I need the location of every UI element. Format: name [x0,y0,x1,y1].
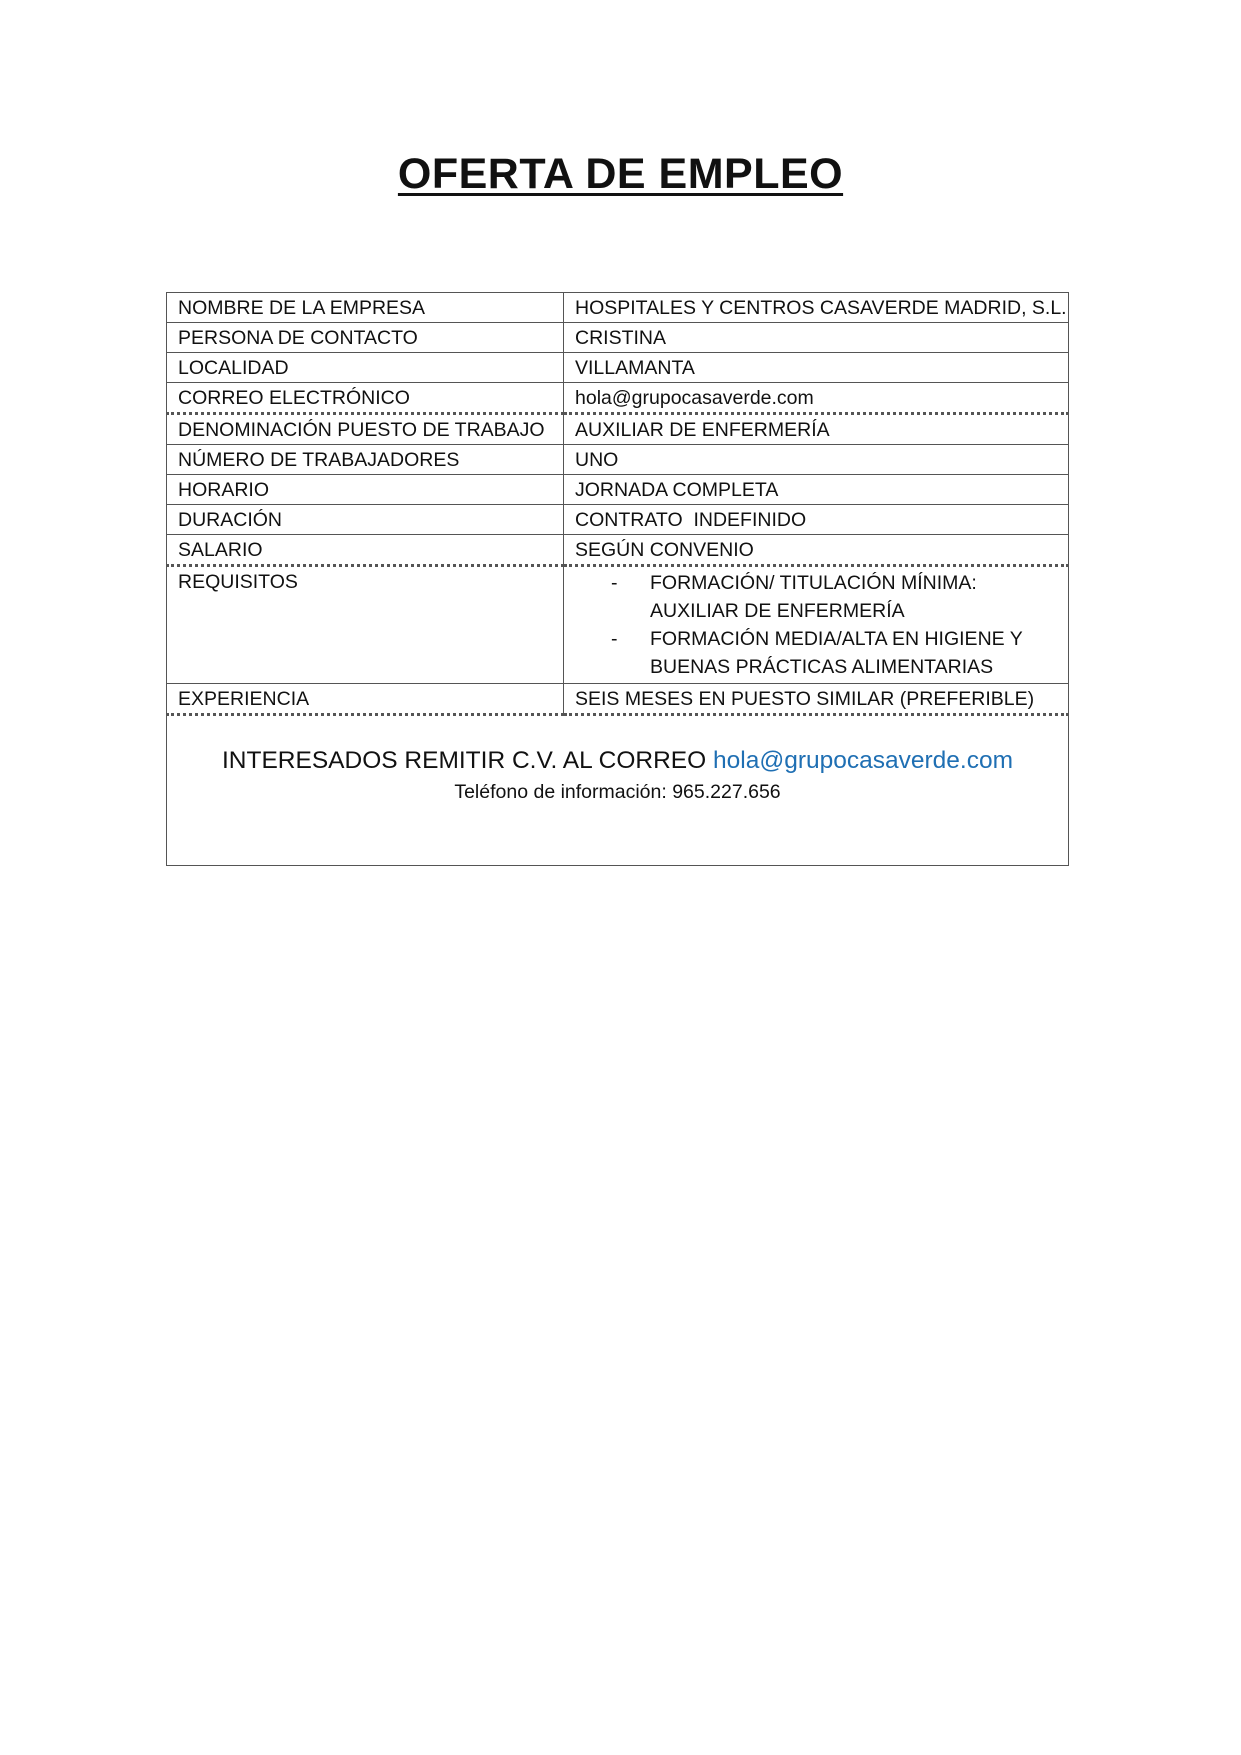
table-row-salario [167,535,1069,566]
requirement-text: FORMACIÓN/ TITULACIÓN MÍNIMA: AUXILIAR DE ENFERMERÍA [650,572,977,622]
page-title: OFERTA DE EMPLEO [397,150,844,198]
table-row-contacto [167,323,1069,353]
label-horario: HORARIO [167,475,564,505]
value-contacto: CRISTINA [564,323,1069,353]
value-localidad: VILLAMANTA [564,353,1069,383]
job-offer-table [166,292,1069,866]
label-salario: SALARIO [167,535,564,566]
value-salario: SEGÚN CONVENIO [564,535,1069,566]
requirement-item [575,569,1057,625]
table-row-experiencia [167,684,1069,715]
table-row-horario [167,475,1069,505]
label-correo: CORREO ELECTRÓNICO [167,383,564,414]
footer-instruction [178,746,1057,776]
label-empresa: NOMBRE DE LA EMPRESA [167,293,564,323]
footer-email-link[interactable]: hola@grupocasaverde.com [713,747,1013,774]
label-requisitos: REQUISITOS [167,566,564,684]
value-requisitos [564,566,1069,684]
footer-phone: Teléfono de información: 965.227.656 [454,781,781,803]
label-experiencia: EXPERIENCIA [167,684,564,715]
value-experiencia: SEIS MESES EN PUESTO SIMILAR (PREFERIBLE) [564,684,1069,715]
footer-cell [167,715,1069,866]
table-row-empresa [167,293,1069,323]
table-row-trabajadores [167,445,1069,475]
label-trabajadores: NÚMERO DE TRABAJADORES [167,445,564,475]
table-row-localidad [167,353,1069,383]
requirement-item [575,625,1057,681]
table-row-correo [167,383,1069,414]
dash-bullet: - [611,628,618,650]
value-horario: JORNADA COMPLETA [564,475,1069,505]
requirements-list [575,569,1057,681]
table-row-requisitos [167,566,1069,684]
label-puesto: DENOMINACIÓN PUESTO DE TRABAJO [167,414,564,445]
requirement-text: FORMACIÓN MEDIA/ALTA EN HIGIENE Y BUENAS PRÁCTICAS ALIMENTARIAS [650,628,1023,678]
value-trabajadores: UNO [564,445,1069,475]
value-duracion: CONTRATO INDEFINIDO [564,505,1069,535]
value-puesto: AUXILIAR DE ENFERMERÍA [564,414,1069,445]
label-duracion: DURACIÓN [167,505,564,535]
table-row-duracion [167,505,1069,535]
value-correo[interactable]: hola@grupocasaverde.com [564,383,1069,414]
table-row-puesto [167,414,1069,445]
value-empresa: HOSPITALES Y CENTROS CASAVERDE MADRID, S.L. [564,293,1069,323]
dash-bullet: - [611,572,618,594]
footer-text: INTERESADOS REMITIR C.V. AL CORREO [222,747,714,774]
label-contacto: PERSONA DE CONTACTO [167,323,564,353]
label-localidad: LOCALIDAD [167,353,564,383]
table-row-footer [167,715,1069,866]
